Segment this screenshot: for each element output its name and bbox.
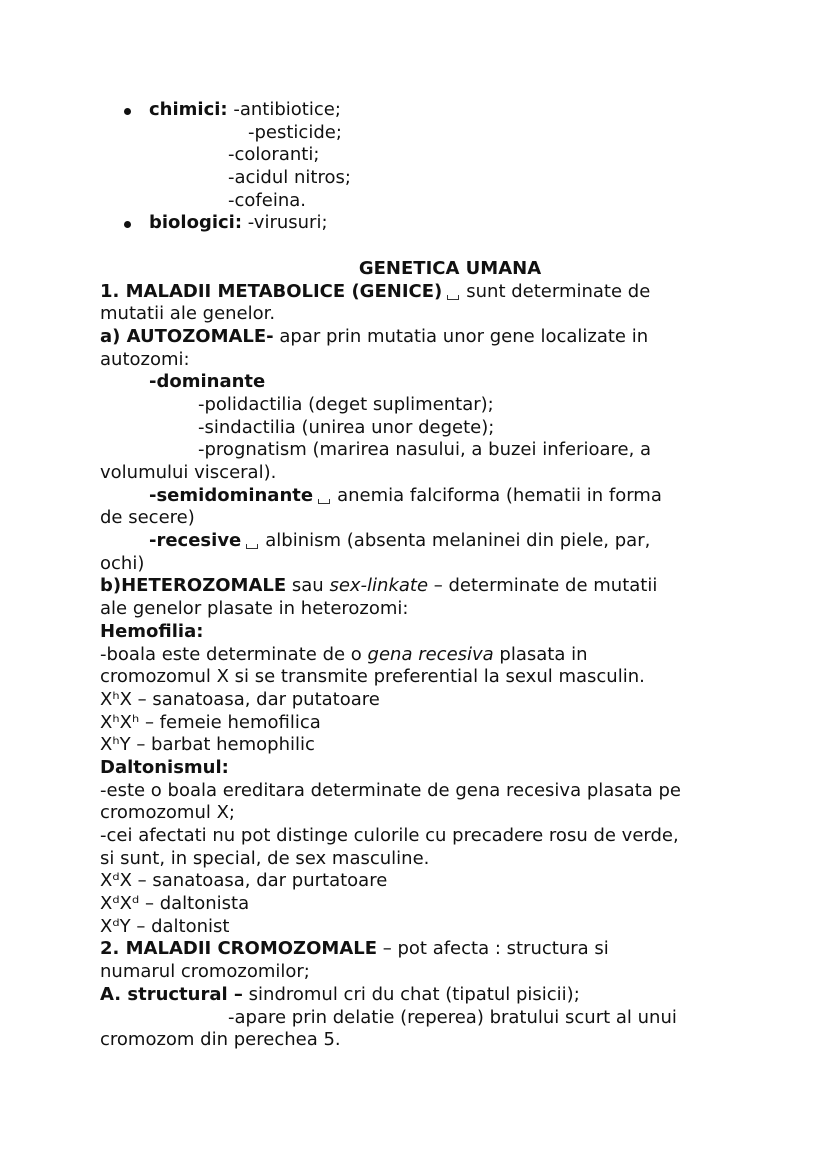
list-item: -antibiotice; <box>233 99 341 120</box>
subheading: b)HETEROZOMALE <box>100 575 287 597</box>
bullet-label: chimici: <box>149 99 228 120</box>
list-item: -acidul nitros; <box>228 167 351 189</box>
genotype-line: XᵈX – sanatoasa, dar purtatoare <box>100 870 388 892</box>
genotype-line: XᵈXᵈ – daltonista <box>100 893 250 915</box>
text: sau <box>286 575 330 597</box>
italic-text: sex-linkate <box>329 575 429 597</box>
text: sunt determinate de <box>466 280 651 302</box>
text: albinism (absenta melaninei din piele, par, <box>265 530 651 552</box>
text-line: autozomi: <box>100 348 190 370</box>
bullet-icon <box>124 221 131 228</box>
text-line <box>100 326 800 349</box>
missing-glyph-icon <box>447 295 459 300</box>
text-line: -este o boala ereditara determinate de gena recesiva plasata pe <box>100 779 682 801</box>
text-line: ochi) <box>100 552 145 574</box>
heading-text: 1. MALADII METABOLICE (GENICE) <box>100 280 443 302</box>
subheading-hemofilia: Hemofilia: <box>100 620 204 642</box>
text-line: si sunt, in special, de sex masculine. <box>100 847 430 869</box>
text-line: de secere) <box>100 507 195 529</box>
text-line: -apare prin delatie (reperea) bratului scurt al unui <box>228 1006 677 1028</box>
missing-glyph-icon <box>318 499 330 504</box>
subheading: -recesive <box>149 530 242 552</box>
subheading: a) AUTOZOMALE- <box>100 325 274 347</box>
text-line: -polidactilia (deget suplimentar); <box>198 393 494 415</box>
text-line: numarul cromozomilor; <box>100 961 310 983</box>
bullet-item-biologici <box>100 212 800 235</box>
subheading: A. structural – <box>100 983 243 1005</box>
text: – pot afecta : structura si <box>377 938 609 960</box>
bullet-label: biologici: <box>149 212 243 234</box>
genotype-line: XᵈY – daltonist <box>100 915 230 937</box>
heading-metabolice <box>100 281 800 304</box>
text-line: volumului visceral). <box>100 462 277 483</box>
list-item: -pesticide; <box>248 121 342 143</box>
bullet-item-chimici <box>100 99 800 122</box>
text-line: -sindactilia (unirea unor degete); <box>198 416 495 438</box>
text: plasata in <box>493 643 588 665</box>
genotype-line: XʰX – sanatoasa, dar putatoare <box>100 688 380 710</box>
text: anemia falciforma (hematii in forma <box>337 484 662 506</box>
list-item: -coloranti; <box>228 144 320 166</box>
text-line: cromozom din perechea 5. <box>100 1029 341 1051</box>
text-line: -prognatism (marirea nasului, a buzei inferioare, a <box>198 439 652 461</box>
text-line <box>100 530 800 553</box>
text-line: mutatii ale genelor. <box>100 303 276 325</box>
text-line <box>100 644 800 667</box>
text-line: cromozomul X; <box>100 802 235 824</box>
text-line <box>100 485 800 508</box>
subheading-dominante: -dominante <box>149 371 266 393</box>
subheading: -semidominante <box>149 484 314 506</box>
text: – determinate de mutatii <box>428 575 658 597</box>
bullet-icon <box>124 108 131 115</box>
heading-cromozomale <box>100 938 800 961</box>
list-item: -virusuri; <box>247 212 328 234</box>
list-item: -cofeina. <box>228 189 306 211</box>
missing-glyph-icon <box>246 544 258 549</box>
text: sindromul cri du chat (tipatul pisicii); <box>242 983 580 1005</box>
genotype-line: XʰY – barbat hemophilic <box>100 734 315 756</box>
text: -boala este determinate de o <box>100 643 368 665</box>
document-page <box>100 99 800 1052</box>
section-title: GENETICA UMANA <box>358 257 542 279</box>
heading-text: 2. MALADII CROMOZOMALE <box>100 938 378 960</box>
subheading-daltonismul: Daltonismul: <box>100 756 229 778</box>
text: apar prin mutatia unor gene localizate in <box>273 325 649 347</box>
italic-text: gena recesiva <box>367 643 494 665</box>
text-line <box>100 984 800 1007</box>
text-line: -cei afectati nu pot distinge culorile cu precadere rosu de verde, <box>100 825 679 846</box>
text-line: ale genelor plasate in heterozomi: <box>100 598 409 620</box>
spacer <box>100 235 800 258</box>
text-line <box>100 575 800 598</box>
text-line: cromozomul X si se transmite preferential la sexul masculin. <box>100 666 645 688</box>
genotype-line: XʰXʰ – femeie hemofilica <box>100 711 321 733</box>
